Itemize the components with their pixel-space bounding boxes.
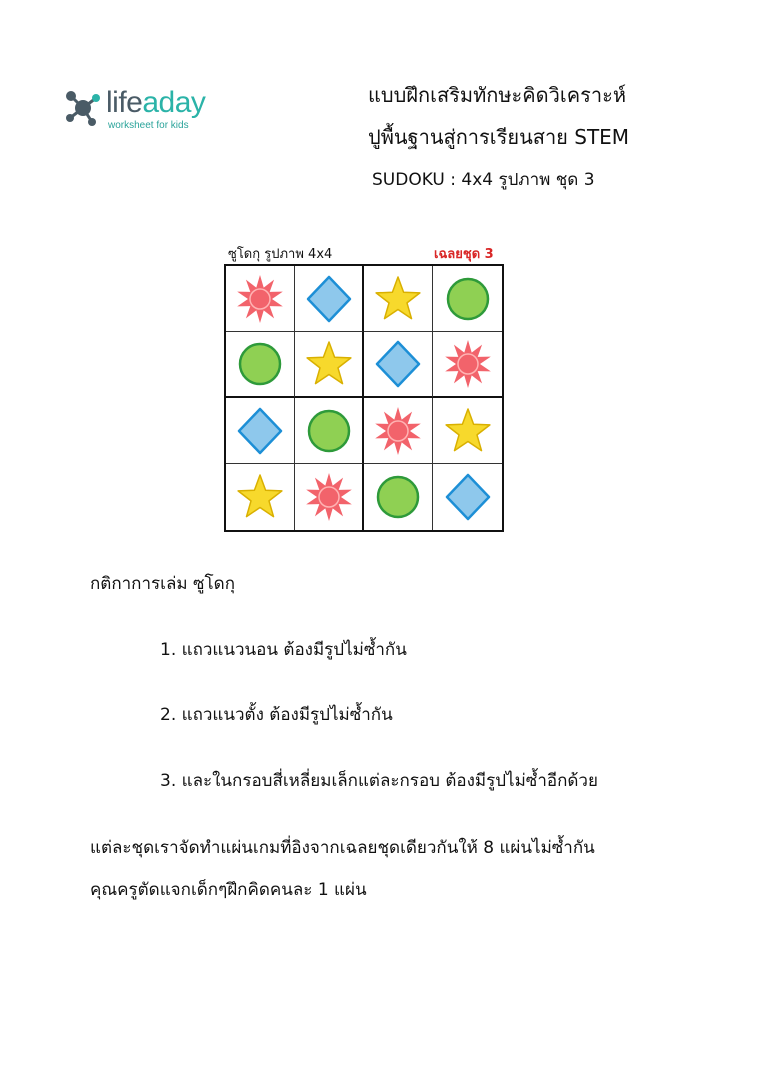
grid-cell	[433, 266, 502, 332]
rules-heading: กติกาการเล่ม ซูโดกุ	[90, 574, 235, 594]
star-icon	[235, 472, 285, 522]
diamond-icon	[443, 472, 493, 522]
grid-cell	[364, 464, 433, 530]
grid-cell	[295, 464, 364, 530]
worksheet-subtitle: SUDOKU : 4x4 รูปภาพ ชุด 3	[372, 170, 595, 190]
sudoku-grid	[224, 264, 504, 532]
answer-label: เฉลยชุด 3	[434, 247, 494, 262]
lifeaday-logo	[62, 86, 232, 136]
note-text: แต่ละชุดเราจัดทำแผ่นเกมที่อิงจากเฉลยชุดเดียวกันให้ 8 แผ่นไม่ซ้ำกัน	[90, 838, 595, 858]
grid-cell	[433, 464, 502, 530]
grid-cell	[295, 266, 364, 332]
grid-cell	[364, 332, 433, 398]
diamond-icon	[304, 274, 354, 324]
worksheet-title-line2: ปูพื้นฐานสู่การเรียนสาย STEM	[368, 125, 630, 149]
grid-cell	[226, 332, 295, 398]
note-text: คุณครูตัดแจกเด็กๆฝึกคิดคนละ 1 แผ่น	[90, 880, 367, 900]
star-icon	[373, 274, 423, 324]
flower-icon	[443, 339, 493, 389]
worksheet-title: แบบฝึกเสริมทักษะคิดวิเคราะห์	[368, 83, 627, 107]
rule-item: 3. และในกรอบสี่เหลี่ยมเล็กแต่ละกรอบ ต้องมีรูปไม่ซ้ำอีกด้วย	[160, 771, 598, 791]
puzzle-caption: ซูโดกุ รูปภาพ 4x4	[228, 247, 333, 262]
grid-cell	[226, 464, 295, 530]
grid-cell	[295, 332, 364, 398]
star-icon	[443, 406, 493, 456]
logo-tagline: worksheet for kids	[108, 120, 189, 131]
flower-icon	[235, 274, 285, 324]
grid-cell	[364, 398, 433, 464]
grid-cell	[295, 398, 364, 464]
star-icon	[304, 339, 354, 389]
rule-item: 2. แถวแนวตั้ง ต้องมีรูปไม่ซ้ำกัน	[160, 705, 393, 725]
molecule-logo-icon	[62, 86, 104, 130]
grid-cell	[364, 266, 433, 332]
diamond-icon	[373, 339, 423, 389]
grid-cell	[226, 398, 295, 464]
logo-wordmark: lifeaday	[106, 86, 206, 119]
grid-cell	[226, 266, 295, 332]
grid-cell	[433, 332, 502, 398]
circle-icon	[304, 406, 354, 456]
circle-icon	[373, 472, 423, 522]
flower-icon	[373, 406, 423, 456]
grid-cell	[433, 398, 502, 464]
circle-icon	[235, 339, 285, 389]
flower-icon	[304, 472, 354, 522]
diamond-icon	[235, 406, 285, 456]
rule-item: 1. แถวแนวนอน ต้องมีรูปไม่ซ้ำกัน	[160, 640, 407, 660]
circle-icon	[443, 274, 493, 324]
